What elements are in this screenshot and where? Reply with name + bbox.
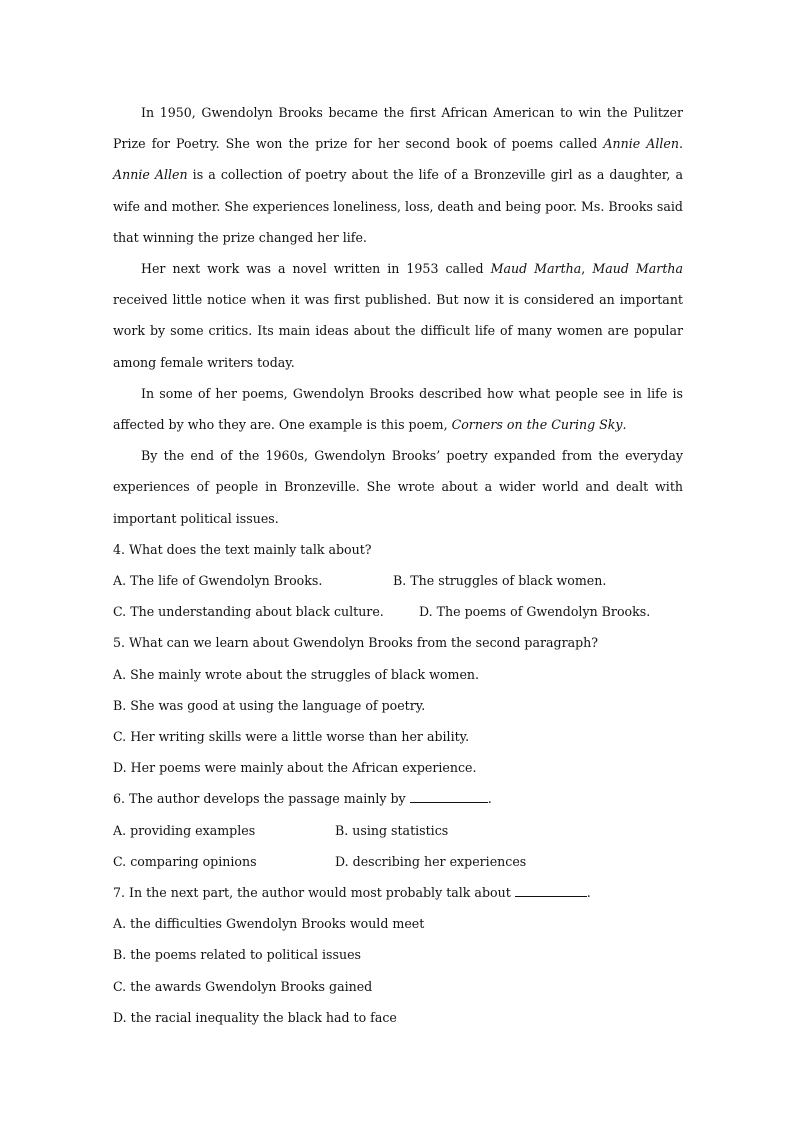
option-b[interactable]: B. the poems related to political issues [113,947,361,963]
option-b[interactable]: B. She was good at using the language of poetry. [113,697,426,713]
paragraph-text: . [622,417,627,433]
book-title: Maud Martha [592,261,683,277]
book-title: Annie Allen [113,167,188,183]
poem-title: Corners on the Curing Sky [451,417,623,433]
question-text: 6. The author develops the passage mainly by [113,791,406,807]
passage-paragraph-3 [113,378,683,440]
question-text: . [487,791,492,807]
question-5-stem: 5. What can we learn about Gwendolyn Brooks from the second paragraph? [113,635,599,651]
paragraph-text: Her next work was a novel written in 1953 called [141,261,491,277]
option-a[interactable]: A. the difficulties Gwendolyn Brooks would meet [113,916,425,932]
option-d[interactable]: D. describing her experiences [335,853,527,869]
option-c[interactable]: C. Her writing skills were a little worse than her ability. [113,729,470,745]
option-b[interactable]: B. The struggles of black women. [393,573,607,589]
paragraph-text: is a collection of poetry about the life of a Bronzeville girl as a daughter, a wife and mother. She experiences loneliness, loss, death and being poor. Ms. Brooks said that winning the prize changed her life. [113,167,683,245]
paragraph-text: . [679,136,684,152]
option-b[interactable]: B. using statistics [335,822,449,838]
passage-paragraph-4: By the end of the 1960s, Gwendolyn Brooks’ poetry expanded from the everyday experiences of people in Bronzeville. She wrote about a wider world and dealt with important political issues. [113,448,683,526]
option-a[interactable]: A. providing examples [113,822,256,838]
option-c[interactable]: C. the awards Gwendolyn Brooks gained [113,978,373,994]
question-6-options-row-2 [113,846,683,877]
question-4-options-row-2 [113,596,683,627]
paragraph-text: In 1950, Gwendolyn Brooks became the first African American to win the Pulitzer Prize for Poetry. She won the prize for her second book of poems called [113,105,683,152]
option-a[interactable]: A. She mainly wrote about the struggles of black women. [113,666,480,682]
option-d[interactable]: D. The poems of Gwendolyn Brooks. [419,604,651,620]
answer-blank [410,788,488,803]
passage-paragraph-2 [113,253,683,378]
question-4-stem: 4. What does the text mainly talk about? [113,541,372,557]
book-title: Maud Martha [490,261,582,277]
book-title: Annie Allen [603,136,679,152]
option-c[interactable]: C. The understanding about black culture. [113,604,384,620]
question-7-stem [113,877,683,908]
document-page [113,97,683,1033]
question-text: . [586,885,591,901]
option-a[interactable]: A. The life of Gwendolyn Brooks. [113,573,323,589]
option-d[interactable]: D. Her poems were mainly about the African experience. [113,760,477,776]
question-6-stem [113,783,683,814]
passage-paragraph-1 [113,97,683,253]
option-d[interactable]: D. the racial inequality the black had to face [113,1009,397,1025]
option-c[interactable]: C. comparing opinions [113,853,257,869]
question-6-options-row-1 [113,815,683,846]
question-text: 7. In the next part, the author would most probably talk about [113,885,511,901]
paragraph-text: , [581,261,593,277]
answer-blank [515,882,587,897]
paragraph-text: In some of her poems, Gwendolyn Brooks described how what people see in life is affected by who they are. One example is this poem, [113,385,683,433]
question-4-options-row-1 [113,565,683,596]
paragraph-text: received little notice when it was first published. But now it is considered an important work by some critics. Its main ideas about the difficult life of many women are popular among female writers today. [113,292,683,370]
